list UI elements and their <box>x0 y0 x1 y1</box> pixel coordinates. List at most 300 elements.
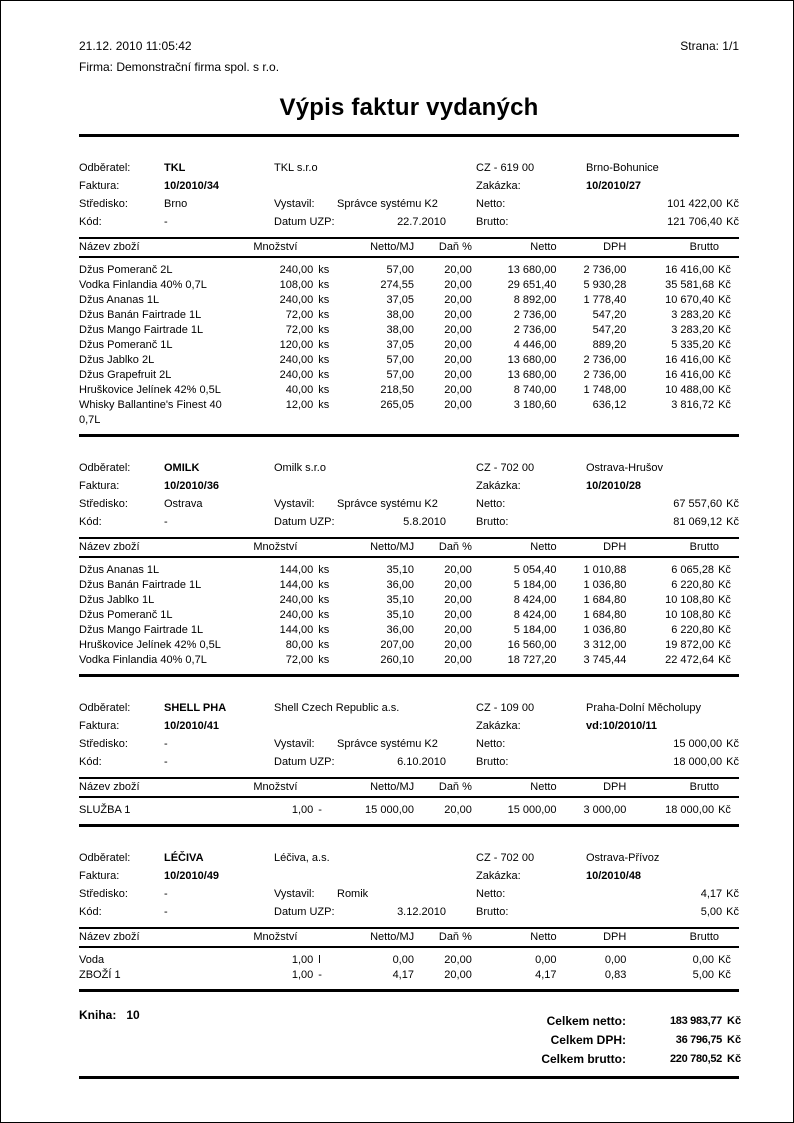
invoice-label: Faktura: <box>79 870 120 882</box>
table-bottom-divider <box>79 434 739 437</box>
invoice-netto-value: 67 557,60 <box>673 498 723 510</box>
item-brutto: 10 108,80 <box>665 594 715 606</box>
item-tax: 20,00 <box>444 579 472 591</box>
invoice-netto <box>586 495 739 513</box>
item-currency: Kč <box>718 399 731 411</box>
col-brutto: Brutto <box>689 241 720 253</box>
col-netto-mj: Netto/MJ <box>370 241 415 253</box>
customer-code: SHELL PHA <box>164 702 227 714</box>
item-dph: 1 036,80 <box>583 624 627 636</box>
item-netto: 8 424,00 <box>513 609 557 621</box>
total-dph-value: 36 796,75 <box>675 1034 722 1046</box>
item-name: Džus Banán Fairtrade 1L <box>79 579 202 591</box>
footer-divider <box>79 1076 739 1079</box>
book-line <box>79 1008 140 1023</box>
table-row <box>79 578 739 593</box>
item-tax: 20,00 <box>444 624 472 636</box>
table-row <box>79 608 739 623</box>
order-label: Zakázka: <box>476 720 521 732</box>
item-netto-mj: 36,00 <box>386 579 414 591</box>
invoice-section <box>79 459 739 677</box>
customer-city: Ostrava-Hrušov <box>586 462 664 474</box>
item-name: Hruškovice Jelínek 42% 0,5L <box>79 639 221 651</box>
invoice-brutto-value: 81 069,12 <box>673 516 723 528</box>
item-brutto: 35 581,68 <box>665 279 715 291</box>
item-quantity: 144,00 <box>279 624 314 636</box>
item-currency: Kč <box>718 324 731 336</box>
item-quantity: 120,00 <box>279 339 314 351</box>
item-netto: 2 736,00 <box>513 324 557 336</box>
order-number: vd:10/2010/11 <box>586 720 657 732</box>
col-name: Název zboží <box>79 541 140 553</box>
code-value: - <box>164 516 168 528</box>
item-name: Džus Grapefruit 2L <box>79 369 172 381</box>
item-tax: 20,00 <box>444 264 472 276</box>
code-label: Kód: <box>79 216 102 228</box>
issued-by-value: Romik <box>337 888 369 900</box>
cost-center-label: Středisko: <box>79 498 128 510</box>
date-uzp-value: 3.12.2010 <box>397 906 446 918</box>
item-quantity: 40,00 <box>285 384 314 396</box>
item-name: Whisky Ballantine's Finest 40 0,7L <box>79 399 222 426</box>
col-tax: Daň % <box>438 241 472 253</box>
total-dph-currency: Kč <box>727 1034 742 1046</box>
item-currency: Kč <box>718 654 731 666</box>
table-row <box>79 263 739 278</box>
invoice-header <box>79 459 739 531</box>
item-quantity: 240,00 <box>279 354 314 366</box>
invoice-section <box>79 159 739 437</box>
item-unit: ks <box>318 579 330 591</box>
currency-label: Kč <box>726 888 739 900</box>
item-name: Vodka Finlandia 40% 0,7L <box>79 279 207 291</box>
item-currency: Kč <box>718 264 731 276</box>
item-tax: 20,00 <box>444 384 472 396</box>
item-netto-mj: 36,00 <box>386 624 414 636</box>
issued-by-value: Správce systému K2 <box>337 738 438 750</box>
issued-by-label: Vystavil: <box>274 738 315 750</box>
cost-center-label: Středisko: <box>79 198 128 210</box>
item-currency: Kč <box>718 594 731 606</box>
total-netto-label: Celkem netto: <box>546 1014 626 1028</box>
item-netto-mj: 57,00 <box>386 369 414 381</box>
code-value: - <box>164 906 168 918</box>
customer-code: LÉČIVA <box>164 852 204 864</box>
table-row <box>79 968 739 983</box>
item-name: Džus Pomeranč 1L <box>79 339 173 351</box>
item-brutto: 3 283,20 <box>671 324 715 336</box>
item-netto-mj: 35,10 <box>386 594 414 606</box>
customer-name: Shell Czech Republic a.s. <box>274 702 400 714</box>
table-header-row <box>79 539 739 556</box>
col-tax: Daň % <box>438 931 472 943</box>
cost-center-label: Středisko: <box>79 888 128 900</box>
item-brutto: 6 220,80 <box>671 624 715 636</box>
item-currency: Kč <box>718 384 731 396</box>
invoice-number: 10/2010/49 <box>164 870 220 882</box>
item-netto: 5 184,00 <box>513 624 557 636</box>
item-quantity: 12,00 <box>285 399 314 411</box>
customer-name: Léčiva, a.s. <box>274 852 330 864</box>
table-row <box>79 293 739 308</box>
item-netto-mj: 35,10 <box>386 609 414 621</box>
col-brutto: Brutto <box>689 781 720 793</box>
order-number: 10/2010/28 <box>586 480 642 492</box>
item-tax: 20,00 <box>444 324 472 336</box>
table-row <box>79 593 739 608</box>
item-brutto: 10 108,80 <box>665 609 715 621</box>
item-quantity: 1,00 <box>291 804 314 816</box>
item-unit: ks <box>318 609 330 621</box>
invoice-label: Faktura: <box>79 480 120 492</box>
item-dph: 3 000,00 <box>583 804 627 816</box>
col-netto: Netto <box>530 931 557 943</box>
col-dph: DPH <box>603 241 627 253</box>
item-tax: 20,00 <box>444 639 472 651</box>
brutto-label: Brutto: <box>476 516 509 528</box>
item-netto: 4,17 <box>535 969 557 981</box>
item-netto: 13 680,00 <box>507 354 557 366</box>
item-dph: 1 036,80 <box>583 579 627 591</box>
item-dph: 3 312,00 <box>583 639 627 651</box>
item-tax: 20,00 <box>444 309 472 321</box>
item-currency: Kč <box>718 564 731 576</box>
item-currency: Kč <box>718 294 731 306</box>
currency-label: Kč <box>726 738 739 750</box>
item-quantity: 144,00 <box>279 579 314 591</box>
item-netto: 0,00 <box>535 954 557 966</box>
item-currency: Kč <box>718 369 731 381</box>
invoice-number: 10/2010/34 <box>164 180 220 192</box>
company-line: Firma: Demonstrační firma spol. s r.o. <box>79 60 280 74</box>
table-row <box>79 278 739 293</box>
item-tax: 20,00 <box>444 369 472 381</box>
cost-center-value: - <box>164 888 168 900</box>
col-quantity: Množství <box>253 931 298 943</box>
item-netto: 2 736,00 <box>513 309 557 321</box>
item-name: Džus Jablko 2L <box>79 354 155 366</box>
issued-by-label: Vystavil: <box>274 888 315 900</box>
item-tax: 20,00 <box>444 279 472 291</box>
col-brutto: Brutto <box>689 541 720 553</box>
item-unit: ks <box>318 399 330 411</box>
item-name: Džus Ananas 1L <box>79 294 160 306</box>
table-row <box>79 308 739 323</box>
item-netto: 5 184,00 <box>513 579 557 591</box>
item-name: Džus Pomeranč 2L <box>79 264 173 276</box>
country-zip: CZ - 702 00 <box>476 462 535 474</box>
item-unit: ks <box>318 369 330 381</box>
cost-center-value: Ostrava <box>164 498 203 510</box>
item-quantity: 108,00 <box>279 279 314 291</box>
invoice-label: Faktura: <box>79 180 120 192</box>
item-unit: ks <box>318 294 330 306</box>
item-dph: 3 745,44 <box>583 654 627 666</box>
date-uzp-label: Datum UZP: <box>274 516 335 528</box>
brutto-label: Brutto: <box>476 756 509 768</box>
col-netto: Netto <box>530 781 557 793</box>
report-title: Výpis faktur vydaných <box>279 94 539 121</box>
code-value: - <box>164 756 168 768</box>
cost-center-value: - <box>164 738 168 750</box>
item-quantity: 72,00 <box>285 324 314 336</box>
col-quantity: Množství <box>253 541 298 553</box>
brutto-label: Brutto: <box>476 216 509 228</box>
order-label: Zakázka: <box>476 870 521 882</box>
total-brutto-currency: Kč <box>727 1053 742 1065</box>
item-tax: 20,00 <box>444 954 472 966</box>
report-footer <box>79 1008 742 1069</box>
table-body <box>79 798 739 824</box>
table-header-row <box>79 239 739 256</box>
col-netto: Netto <box>530 241 557 253</box>
table-row <box>79 623 739 638</box>
item-brutto: 16 416,00 <box>665 264 715 276</box>
invoice-section <box>79 849 739 992</box>
col-netto-mj: Netto/MJ <box>370 781 415 793</box>
item-netto: 4 446,00 <box>513 339 557 351</box>
invoice-brutto <box>586 753 739 771</box>
date-uzp-value: 22.7.2010 <box>397 216 446 228</box>
item-unit: ks <box>318 654 330 666</box>
cost-center-value: Brno <box>164 198 188 210</box>
table-header-row <box>79 779 739 796</box>
customer-name: Omilk s.r.o <box>274 462 326 474</box>
item-netto: 16 560,00 <box>507 639 557 651</box>
col-netto-mj: Netto/MJ <box>370 931 415 943</box>
table-body <box>79 258 739 434</box>
item-unit: ks <box>318 384 330 396</box>
page-number: Strana: 1/1 <box>680 39 739 53</box>
item-currency: Kč <box>718 309 731 321</box>
item-unit: - <box>318 969 322 981</box>
table-row <box>79 803 739 818</box>
table-bottom-divider <box>79 674 739 677</box>
table-body <box>79 948 739 989</box>
table-bottom-divider <box>79 989 739 992</box>
item-brutto: 6 220,80 <box>671 579 715 591</box>
item-netto: 13 680,00 <box>507 369 557 381</box>
item-brutto: 0,00 <box>692 954 715 966</box>
item-dph: 2 736,00 <box>583 354 627 366</box>
table-row <box>79 338 739 353</box>
item-quantity: 144,00 <box>279 564 314 576</box>
table-row <box>79 638 739 653</box>
customer-label: Odběratel: <box>79 852 131 864</box>
code-label: Kód: <box>79 906 102 918</box>
currency-label: Kč <box>726 516 739 528</box>
customer-label: Odběratel: <box>79 462 131 474</box>
invoice-brutto <box>586 903 739 921</box>
issued-by-value: Správce systému K2 <box>337 498 438 510</box>
item-currency: Kč <box>718 354 731 366</box>
total-brutto-label: Celkem brutto: <box>541 1052 626 1066</box>
country-zip: CZ - 109 00 <box>476 702 535 714</box>
total-dph-label: Celkem DPH: <box>550 1033 626 1047</box>
item-brutto: 16 416,00 <box>665 354 715 366</box>
table-row <box>79 953 739 968</box>
customer-name: TKL s.r.o <box>274 162 318 174</box>
item-brutto: 5 335,20 <box>671 339 715 351</box>
col-netto: Netto <box>530 541 557 553</box>
item-quantity: 240,00 <box>279 594 314 606</box>
item-netto-mj: 0,00 <box>392 954 414 966</box>
item-dph: 1 684,80 <box>583 609 627 621</box>
customer-city: Praha-Dolní Měcholupy <box>586 702 701 714</box>
netto-label: Netto: <box>476 498 506 510</box>
item-netto-mj: 207,00 <box>380 639 414 651</box>
item-tax: 20,00 <box>444 354 472 366</box>
grand-totals <box>379 1012 742 1069</box>
code-label: Kód: <box>79 756 102 768</box>
col-tax: Daň % <box>438 541 472 553</box>
item-dph: 2 736,00 <box>583 264 627 276</box>
order-number: 10/2010/48 <box>586 870 642 882</box>
invoice-label: Faktura: <box>79 720 120 732</box>
item-tax: 20,00 <box>444 564 472 576</box>
item-netto-mj: 57,00 <box>386 354 414 366</box>
table-row <box>79 398 739 428</box>
book-label: Kniha: <box>79 1008 117 1022</box>
item-netto: 8 740,00 <box>513 384 557 396</box>
issued-by-value: Správce systému K2 <box>337 198 438 210</box>
invoice-brutto-value: 5,00 <box>700 906 723 918</box>
col-name: Název zboží <box>79 931 140 943</box>
item-quantity: 240,00 <box>279 609 314 621</box>
item-netto: 29 651,40 <box>507 279 557 291</box>
item-dph: 0,83 <box>604 969 627 981</box>
item-dph: 1 748,00 <box>583 384 627 396</box>
issued-by-label: Vystavil: <box>274 498 315 510</box>
item-brutto: 10 670,40 <box>665 294 715 306</box>
item-dph: 889,20 <box>592 339 627 351</box>
item-netto-mj: 4,17 <box>392 969 414 981</box>
item-netto-mj: 260,10 <box>380 654 414 666</box>
item-netto-mj: 265,05 <box>380 399 414 411</box>
invoice-netto-value: 4,17 <box>700 888 723 900</box>
item-unit: ks <box>318 354 330 366</box>
item-name: ZBOŽÍ 1 <box>79 969 121 981</box>
item-unit: ks <box>318 309 330 321</box>
invoice-netto <box>586 885 739 903</box>
item-tax: 20,00 <box>444 609 472 621</box>
currency-label: Kč <box>726 198 739 210</box>
item-name: Džus Pomeranč 1L <box>79 609 173 621</box>
item-unit: ks <box>318 594 330 606</box>
item-quantity: 240,00 <box>279 369 314 381</box>
item-currency: Kč <box>718 639 731 651</box>
report-topbar <box>79 39 739 53</box>
col-quantity: Množství <box>253 781 298 793</box>
item-tax: 20,00 <box>444 399 472 411</box>
item-unit: ks <box>318 324 330 336</box>
invoice-number: 10/2010/36 <box>164 480 220 492</box>
item-netto: 13 680,00 <box>507 264 557 276</box>
item-netto-mj: 218,50 <box>380 384 414 396</box>
col-brutto: Brutto <box>689 931 720 943</box>
item-currency: Kč <box>718 969 731 981</box>
item-quantity: 1,00 <box>291 969 314 981</box>
invoice-number: 10/2010/41 <box>164 720 220 732</box>
item-unit: - <box>318 804 322 816</box>
item-dph: 1 778,40 <box>583 294 627 306</box>
invoice-header <box>79 849 739 921</box>
item-dph: 636,12 <box>592 399 627 411</box>
customer-label: Odběratel: <box>79 702 131 714</box>
item-dph: 547,20 <box>592 324 627 336</box>
date-uzp-label: Datum UZP: <box>274 216 335 228</box>
currency-label: Kč <box>726 906 739 918</box>
item-netto-mj: 38,00 <box>386 309 414 321</box>
total-netto-currency: Kč <box>727 1015 742 1027</box>
item-name: Voda <box>79 954 105 966</box>
item-unit: ks <box>318 564 330 576</box>
item-brutto: 5,00 <box>692 969 715 981</box>
table-row <box>79 368 739 383</box>
date-uzp-value: 6.10.2010 <box>397 756 446 768</box>
item-tax: 20,00 <box>444 339 472 351</box>
item-brutto: 10 488,00 <box>665 384 715 396</box>
col-dph: DPH <box>603 781 627 793</box>
item-currency: Kč <box>718 279 731 291</box>
cost-center-label: Středisko: <box>79 738 128 750</box>
item-unit: l <box>318 954 321 966</box>
item-dph: 5 930,28 <box>583 279 627 291</box>
table-body <box>79 558 739 674</box>
title-divider <box>79 134 739 137</box>
item-netto-mj: 38,00 <box>386 324 414 336</box>
item-brutto: 18 000,00 <box>665 804 715 816</box>
table-bottom-divider <box>79 824 739 827</box>
customer-code: TKL <box>164 162 186 174</box>
invoice-brutto-value: 121 706,40 <box>667 216 723 228</box>
item-name: Džus Banán Fairtrade 1L <box>79 309 202 321</box>
item-unit: ks <box>318 639 330 651</box>
item-name: Džus Jablko 1L <box>79 594 155 606</box>
item-tax: 20,00 <box>444 969 472 981</box>
item-currency: Kč <box>718 609 731 621</box>
item-currency: Kč <box>718 579 731 591</box>
item-currency: Kč <box>718 624 731 636</box>
code-label: Kód: <box>79 516 102 528</box>
total-netto-value: 183 983,77 <box>669 1015 722 1027</box>
item-quantity: 72,00 <box>285 309 314 321</box>
item-unit: ks <box>318 279 330 291</box>
item-currency: Kč <box>718 954 731 966</box>
item-netto-mj: 37,05 <box>386 294 414 306</box>
invoice-header <box>79 699 739 771</box>
item-brutto: 19 872,00 <box>665 639 715 651</box>
item-quantity: 72,00 <box>285 654 314 666</box>
col-quantity: Množství <box>253 241 298 253</box>
item-unit: ks <box>318 339 330 351</box>
country-zip: CZ - 702 00 <box>476 852 535 864</box>
date-uzp-label: Datum UZP: <box>274 906 335 918</box>
table-row <box>79 353 739 368</box>
customer-code: OMILK <box>164 462 200 474</box>
item-name: Džus Mango Fairtrade 1L <box>79 624 204 636</box>
item-name: Džus Ananas 1L <box>79 564 160 576</box>
code-value: - <box>164 216 168 228</box>
book-value: 10 <box>126 1008 140 1022</box>
customer-city: Brno-Bohunice <box>586 162 659 174</box>
col-netto-mj: Netto/MJ <box>370 541 415 553</box>
country-zip: CZ - 619 00 <box>476 162 535 174</box>
customer-city: Ostrava-Přívoz <box>586 852 660 864</box>
item-name: SLUŽBA 1 <box>79 804 131 816</box>
item-quantity: 80,00 <box>285 639 314 651</box>
item-netto: 8 892,00 <box>513 294 557 306</box>
